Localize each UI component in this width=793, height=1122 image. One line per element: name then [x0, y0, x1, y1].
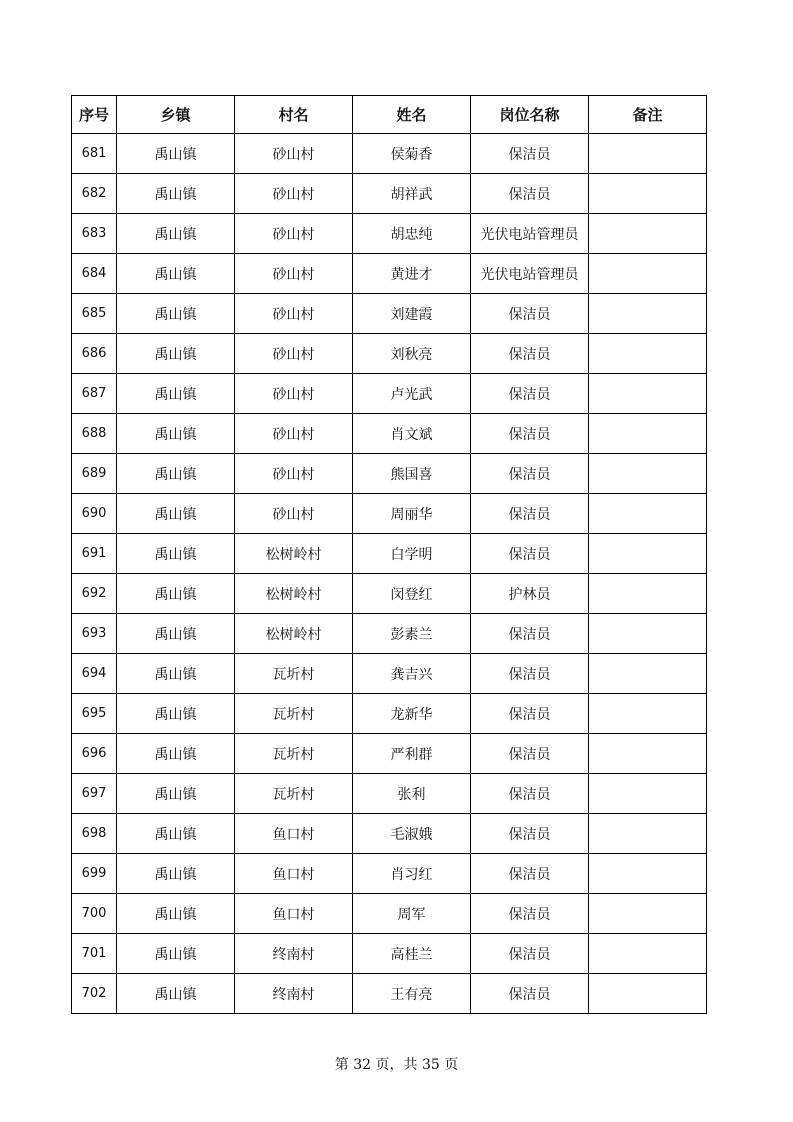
table-row: [72, 174, 707, 214]
cell-township: 禹山镇: [117, 734, 235, 774]
cell-position: 保洁员: [471, 974, 589, 1014]
table-row: [72, 374, 707, 414]
table-row: [72, 734, 707, 774]
cell-name: 王有亮: [353, 974, 471, 1014]
table-row: [72, 334, 707, 374]
cell-name: 闵登红: [353, 574, 471, 614]
cell-village: 瓦圻村: [235, 774, 353, 814]
cell-name: 肖文斌: [353, 414, 471, 454]
cell-serial-number: 697: [72, 774, 117, 814]
cell-position: 保洁员: [471, 614, 589, 654]
cell-village: 砂山村: [235, 134, 353, 174]
header-serial-number: 序号: [72, 96, 117, 134]
cell-serial-number: 686: [72, 334, 117, 374]
cell-position: 光伏电站管理员: [471, 214, 589, 254]
cell-township: 禹山镇: [117, 854, 235, 894]
cell-name: 高桂兰: [353, 934, 471, 974]
cell-name: 肖习红: [353, 854, 471, 894]
cell-name: 刘秋亮: [353, 334, 471, 374]
cell-serial-number: 684: [72, 254, 117, 294]
cell-serial-number: 698: [72, 814, 117, 854]
table-row: [72, 254, 707, 294]
cell-village: 终南村: [235, 974, 353, 1014]
cell-township: 禹山镇: [117, 214, 235, 254]
cell-name: 刘建霞: [353, 294, 471, 334]
staff-table: [71, 95, 707, 1014]
cell-position: 保洁员: [471, 374, 589, 414]
cell-township: 禹山镇: [117, 934, 235, 974]
cell-remarks: [589, 734, 707, 774]
cell-township: 禹山镇: [117, 374, 235, 414]
cell-township: 禹山镇: [117, 254, 235, 294]
cell-remarks: [589, 654, 707, 694]
cell-village: 瓦圻村: [235, 694, 353, 734]
table-row: [72, 854, 707, 894]
cell-position: 光伏电站管理员: [471, 254, 589, 294]
table-row: [72, 454, 707, 494]
header-name: 姓名: [353, 96, 471, 134]
cell-name: 龙新华: [353, 694, 471, 734]
cell-village: 鱼口村: [235, 814, 353, 854]
cell-remarks: [589, 174, 707, 214]
cell-remarks: [589, 534, 707, 574]
cell-serial-number: 693: [72, 614, 117, 654]
cell-name: 张利: [353, 774, 471, 814]
cell-remarks: [589, 334, 707, 374]
cell-serial-number: 701: [72, 934, 117, 974]
table-row: [72, 894, 707, 934]
cell-township: 禹山镇: [117, 334, 235, 374]
cell-township: 禹山镇: [117, 974, 235, 1014]
cell-position: 保洁员: [471, 534, 589, 574]
cell-remarks: [589, 134, 707, 174]
header-remarks: 备注: [589, 96, 707, 134]
table-row: [72, 654, 707, 694]
cell-township: 禹山镇: [117, 414, 235, 454]
cell-township: 禹山镇: [117, 494, 235, 534]
page-number-footer: 第 32 页，共 35 页: [334, 1057, 459, 1073]
cell-township: 禹山镇: [117, 134, 235, 174]
cell-township: 禹山镇: [117, 574, 235, 614]
cell-remarks: [589, 574, 707, 614]
cell-village: 砂山村: [235, 294, 353, 334]
cell-township: 禹山镇: [117, 454, 235, 494]
cell-serial-number: 696: [72, 734, 117, 774]
cell-remarks: [589, 774, 707, 814]
cell-township: 禹山镇: [117, 894, 235, 934]
cell-position: 保洁员: [471, 774, 589, 814]
cell-remarks: [589, 414, 707, 454]
staff-table-container: [71, 95, 706, 1014]
cell-serial-number: 694: [72, 654, 117, 694]
cell-serial-number: 682: [72, 174, 117, 214]
table-row: [72, 614, 707, 654]
cell-remarks: [589, 294, 707, 334]
cell-township: 禹山镇: [117, 614, 235, 654]
cell-serial-number: 692: [72, 574, 117, 614]
cell-name: 侯菊香: [353, 134, 471, 174]
cell-name: 熊国喜: [353, 454, 471, 494]
cell-township: 禹山镇: [117, 174, 235, 214]
cell-serial-number: 699: [72, 854, 117, 894]
cell-name: 胡忠纯: [353, 214, 471, 254]
cell-position: 保洁员: [471, 814, 589, 854]
cell-name: 周军: [353, 894, 471, 934]
cell-name: 毛淑娥: [353, 814, 471, 854]
cell-position: 保洁员: [471, 854, 589, 894]
table-row: [72, 694, 707, 734]
table-row: [72, 294, 707, 334]
cell-village: 松树岭村: [235, 614, 353, 654]
cell-remarks: [589, 894, 707, 934]
cell-position: 保洁员: [471, 934, 589, 974]
cell-serial-number: 683: [72, 214, 117, 254]
cell-remarks: [589, 854, 707, 894]
cell-position: 保洁员: [471, 894, 589, 934]
cell-village: 砂山村: [235, 174, 353, 214]
cell-serial-number: 687: [72, 374, 117, 414]
cell-remarks: [589, 974, 707, 1014]
cell-village: 砂山村: [235, 214, 353, 254]
cell-remarks: [589, 814, 707, 854]
cell-position: 保洁员: [471, 734, 589, 774]
table-row: [72, 814, 707, 854]
table-row: [72, 214, 707, 254]
cell-serial-number: 685: [72, 294, 117, 334]
cell-village: 瓦圻村: [235, 734, 353, 774]
cell-position: 保洁员: [471, 134, 589, 174]
cell-township: 禹山镇: [117, 694, 235, 734]
cell-serial-number: 688: [72, 414, 117, 454]
cell-name: 严利群: [353, 734, 471, 774]
cell-remarks: [589, 694, 707, 734]
table-row: [72, 414, 707, 454]
table-row: [72, 934, 707, 974]
cell-remarks: [589, 214, 707, 254]
cell-position: 保洁员: [471, 294, 589, 334]
cell-name: 黄进才: [353, 254, 471, 294]
cell-position: 保洁员: [471, 174, 589, 214]
cell-position: 保洁员: [471, 494, 589, 534]
cell-village: 松树岭村: [235, 534, 353, 574]
cell-serial-number: 691: [72, 534, 117, 574]
table-row: [72, 974, 707, 1014]
cell-position: 保洁员: [471, 334, 589, 374]
cell-township: 禹山镇: [117, 654, 235, 694]
cell-position: 保洁员: [471, 414, 589, 454]
cell-village: 砂山村: [235, 374, 353, 414]
cell-serial-number: 695: [72, 694, 117, 734]
cell-remarks: [589, 454, 707, 494]
cell-village: 砂山村: [235, 454, 353, 494]
cell-township: 禹山镇: [117, 534, 235, 574]
cell-village: 砂山村: [235, 414, 353, 454]
cell-serial-number: 700: [72, 894, 117, 934]
table-row: [72, 134, 707, 174]
header-village: 村名: [235, 96, 353, 134]
cell-serial-number: 690: [72, 494, 117, 534]
cell-serial-number: 689: [72, 454, 117, 494]
cell-remarks: [589, 494, 707, 534]
cell-township: 禹山镇: [117, 294, 235, 334]
cell-name: 卢光武: [353, 374, 471, 414]
cell-village: 松树岭村: [235, 574, 353, 614]
cell-township: 禹山镇: [117, 774, 235, 814]
cell-serial-number: 702: [72, 974, 117, 1014]
table-row: [72, 534, 707, 574]
cell-position: 保洁员: [471, 454, 589, 494]
cell-position: 保洁员: [471, 694, 589, 734]
cell-village: 瓦圻村: [235, 654, 353, 694]
cell-remarks: [589, 614, 707, 654]
table-row: [72, 494, 707, 534]
cell-township: 禹山镇: [117, 814, 235, 854]
cell-remarks: [589, 254, 707, 294]
table-header-row: [72, 96, 707, 134]
cell-village: 终南村: [235, 934, 353, 974]
cell-village: 砂山村: [235, 254, 353, 294]
cell-name: 彭素兰: [353, 614, 471, 654]
cell-village: 鱼口村: [235, 894, 353, 934]
table-row: [72, 774, 707, 814]
cell-name: 胡祥武: [353, 174, 471, 214]
header-position: 岗位名称: [471, 96, 589, 134]
cell-serial-number: 681: [72, 134, 117, 174]
cell-name: 龚吉兴: [353, 654, 471, 694]
header-township: 乡镇: [117, 96, 235, 134]
cell-village: 鱼口村: [235, 854, 353, 894]
cell-village: 砂山村: [235, 334, 353, 374]
cell-name: 周丽华: [353, 494, 471, 534]
table-row: [72, 574, 707, 614]
cell-remarks: [589, 374, 707, 414]
cell-position: 保洁员: [471, 654, 589, 694]
cell-position: 护林员: [471, 574, 589, 614]
cell-remarks: [589, 934, 707, 974]
cell-name: 白学明: [353, 534, 471, 574]
table-body: [72, 134, 707, 1014]
cell-village: 砂山村: [235, 494, 353, 534]
